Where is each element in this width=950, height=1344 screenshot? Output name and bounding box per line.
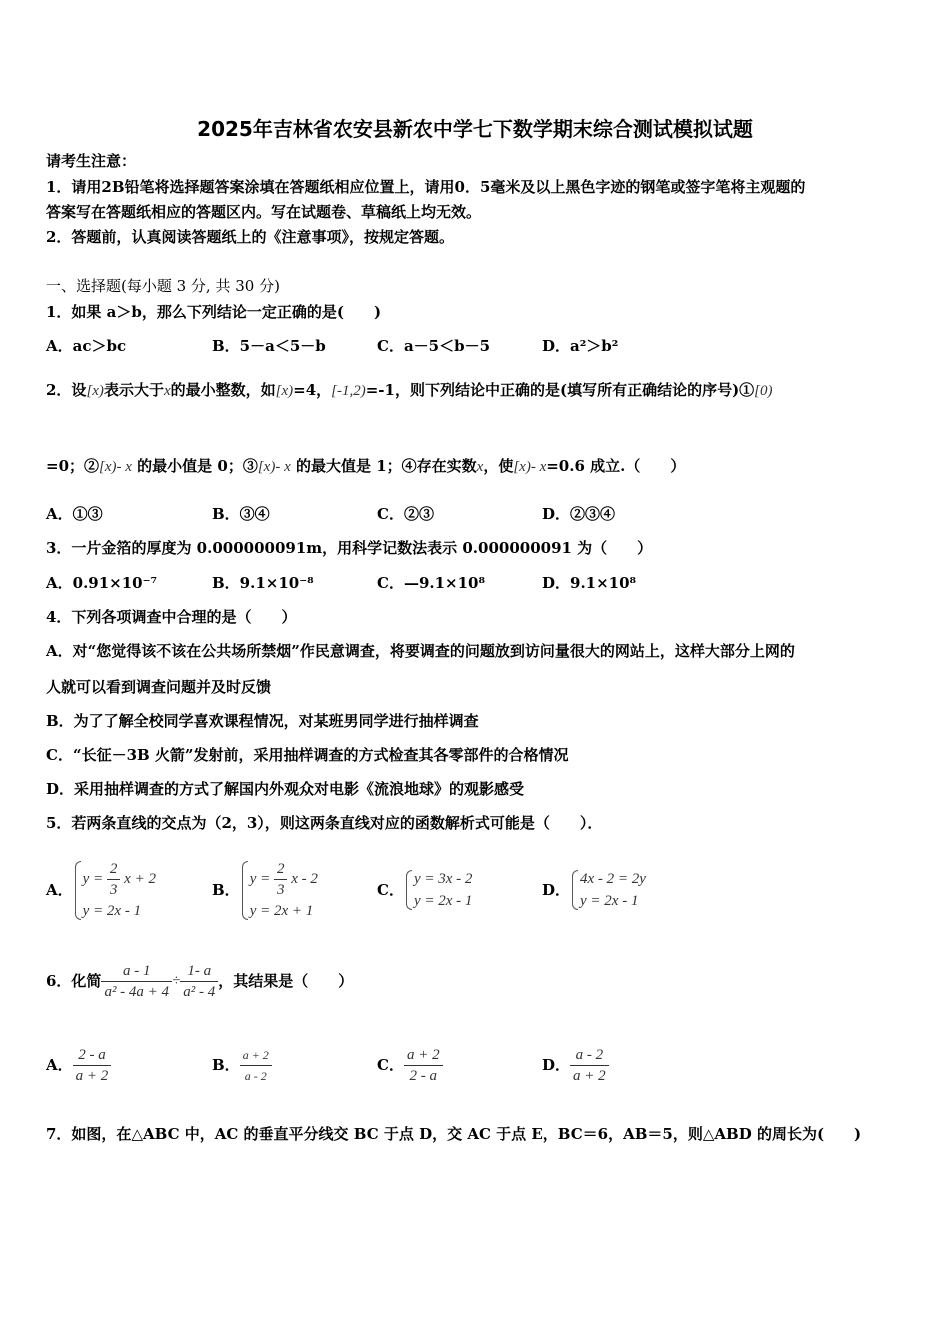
q2-text: =0；② <box>46 457 100 475</box>
denominator: 3 <box>109 881 118 898</box>
option-label: C． <box>377 881 404 899</box>
option-label: D． <box>542 881 571 899</box>
equation-row: 4x - 2 = 2y <box>580 871 646 887</box>
q7-stem: 7．如图，在△ABC 中，AC 的垂直平分线交 BC 于点 D，交 AC 于点 E，BC＝6，AB＝5，则△ABD 的周长为( ) <box>46 1125 862 1143</box>
q4-option-c: C．“长征－3B 火箭”发射前，采用抽样调查的方式检查其各零部件的合格情况 <box>46 746 569 764</box>
q1-option-d: D．a²＞b² <box>542 337 619 355</box>
q1-option-c: C．a－5＜b－5 <box>377 337 491 355</box>
q5-option-c <box>377 850 472 930</box>
q4-option-a-line1: A．对“您觉得该不该在公共场所禁烟”作民意调查，将要调查的问题放到访问量很大的网站上，这样大部分上网的 <box>46 642 795 660</box>
equation-system <box>404 868 472 912</box>
exam-title: 2025年吉林省农安县新农中学七下数学期末综合测试模拟试题 <box>197 117 753 141</box>
section-heading: 一、选择题(每小题 3 分, 共 30 分) <box>46 277 280 295</box>
q5-option-b <box>212 850 318 930</box>
equation-system <box>240 859 318 922</box>
option-label: C． <box>377 1056 404 1074</box>
q2-math: [x)- x <box>513 459 547 475</box>
q1-option-a: A．ac＞bc <box>46 337 127 355</box>
notice-item-1b: 答案写在答题纸相应的答题区内。写在试题卷、草稿纸上均无效。 <box>46 203 482 221</box>
q6-option-d <box>542 1040 609 1090</box>
q4-option-b: B．为了了解全校同学喜欢课程情况，对某班男同学进行抽样调查 <box>46 712 479 730</box>
fraction <box>101 961 172 1002</box>
q6-option-c <box>377 1040 443 1090</box>
denominator: 2 - a <box>409 1067 438 1084</box>
q2-math: [x) <box>275 383 294 399</box>
q2-line-1 <box>46 380 773 401</box>
numerator: a + 2 <box>240 1045 272 1066</box>
q2-text: 的最小值是 0；③ <box>137 457 258 475</box>
q2-option-c: C．②③ <box>377 505 434 523</box>
numerator: a - 1 <box>101 961 172 982</box>
q3-option-b: B．9.1×10⁻⁸ <box>212 574 314 592</box>
denominator: a - 2 <box>244 1068 267 1083</box>
numerator: a + 2 <box>404 1045 443 1066</box>
q2-line-2 <box>46 456 685 477</box>
q2-math: x <box>163 383 171 399</box>
q4-stem: 4．下列各项调查中合理的是（ ） <box>46 608 297 626</box>
equation-system <box>570 868 646 912</box>
option-label: B． <box>212 1056 240 1074</box>
denominator: a² - 4a + 4 <box>104 983 170 1000</box>
option-label: A． <box>46 1056 73 1074</box>
q3-option-c: C．—9.1×10⁸ <box>377 574 486 592</box>
q5-option-a <box>46 850 156 930</box>
equation-row: y = 3x - 2 <box>413 871 473 887</box>
numerator: 2 <box>107 859 121 880</box>
notice-item-2: 2．答题前，认真阅读答题纸上的《注意事项》，按规定答题。 <box>46 228 454 246</box>
q2-text: 的最小整数，如 <box>170 381 276 399</box>
equation-system <box>73 859 156 922</box>
q2-option-b: B．③④ <box>212 505 270 523</box>
equation-row: y = 2x - 1 <box>413 893 473 909</box>
fraction <box>240 1045 272 1086</box>
q2-math: [x)- x <box>257 459 291 475</box>
numerator: 2 <box>274 859 288 880</box>
equation-row: y = 2x + 1 <box>249 902 314 919</box>
q4-option-d: D．采用抽样调查的方式了解国内外观众对电影《流浪地球》的观影感受 <box>46 780 525 798</box>
equation-row: y = 2x - 1 <box>82 902 142 919</box>
q2-math: [0) <box>754 383 773 399</box>
q2-math: [x) <box>86 383 104 399</box>
option-label: B． <box>212 881 240 899</box>
q2-text: =0.6 成立.（ ） <box>546 457 686 475</box>
q6-option-a <box>46 1040 111 1090</box>
denominator: 3 <box>276 881 285 898</box>
numerator: a - 2 <box>570 1045 609 1066</box>
q6-stem <box>46 955 353 1007</box>
q5-option-d <box>542 850 646 930</box>
fraction <box>180 961 218 1002</box>
denominator: a + 2 <box>75 1067 109 1084</box>
q2-text: 表示大于 <box>103 381 164 399</box>
fraction <box>274 859 288 900</box>
q2-text: =-1，则下列结论中正确的是(填写所有正确结论的序号)① <box>365 381 755 399</box>
divide-sign: ÷ <box>172 973 181 989</box>
q3-option-d: D．9.1×10⁸ <box>542 574 637 592</box>
equation-row: y = 2x - 1 <box>580 893 639 909</box>
fraction <box>404 1045 443 1086</box>
q1-option-b: B．5－a＜5－b <box>212 337 326 355</box>
option-label: D． <box>542 1056 571 1074</box>
denominator: a² - 4 <box>183 983 216 1000</box>
notice-heading: 请考生注意： <box>46 152 137 170</box>
fraction <box>73 1045 112 1086</box>
numerator: 1- a <box>180 961 218 982</box>
q6-text: 6．化简 <box>46 972 102 990</box>
q2-option-d: D．②③④ <box>542 505 616 523</box>
q2-math: x <box>476 459 484 475</box>
option-label: A． <box>46 881 73 899</box>
math-text: x + 2 <box>124 870 156 887</box>
q5-stem: 5．若两条直线的交点为（2，3），则这两条直线对应的函数解析式可能是（ ）． <box>46 814 603 832</box>
q2-option-a: A．①③ <box>46 505 103 523</box>
q2-text: 的最大值是 1；④存在实数 <box>295 457 477 475</box>
q2-text: ，使 <box>483 457 514 475</box>
q2-text: 2．设 <box>46 381 87 399</box>
q6-text: ，其结果是（ ） <box>218 972 354 990</box>
q3-stem: 3．一片金箔的厚度为 0.000000091m，用科学记数法表示 0.000000091 为（ ） <box>46 539 653 557</box>
numerator: 2 - a <box>73 1045 112 1066</box>
fraction <box>570 1045 609 1086</box>
q2-math: [x)- x <box>99 459 132 475</box>
q4-option-a-line2: 人就可以看到调查问题并及时反馈 <box>46 678 272 696</box>
notice-item-1a: 1．请用2B铅笔将选择题答案涂填在答题纸相应位置上，请用0．5毫米及以上黑色字迹的钢笔或签字笔将主观题的 <box>46 178 806 196</box>
q2-text: =4， <box>293 381 332 399</box>
q6-option-b <box>212 1040 272 1090</box>
q1-stem: 1．如果 a＞b，那么下列结论一定正确的是( ) <box>46 303 382 321</box>
fraction <box>107 859 121 900</box>
q2-math: [-1,2) <box>331 383 366 399</box>
math-text: y = <box>82 870 104 887</box>
denominator: a + 2 <box>573 1067 606 1084</box>
math-text: y = <box>249 870 271 887</box>
math-text: x - 2 <box>291 870 318 887</box>
q3-option-a: A．0.91×10⁻⁷ <box>46 574 158 592</box>
